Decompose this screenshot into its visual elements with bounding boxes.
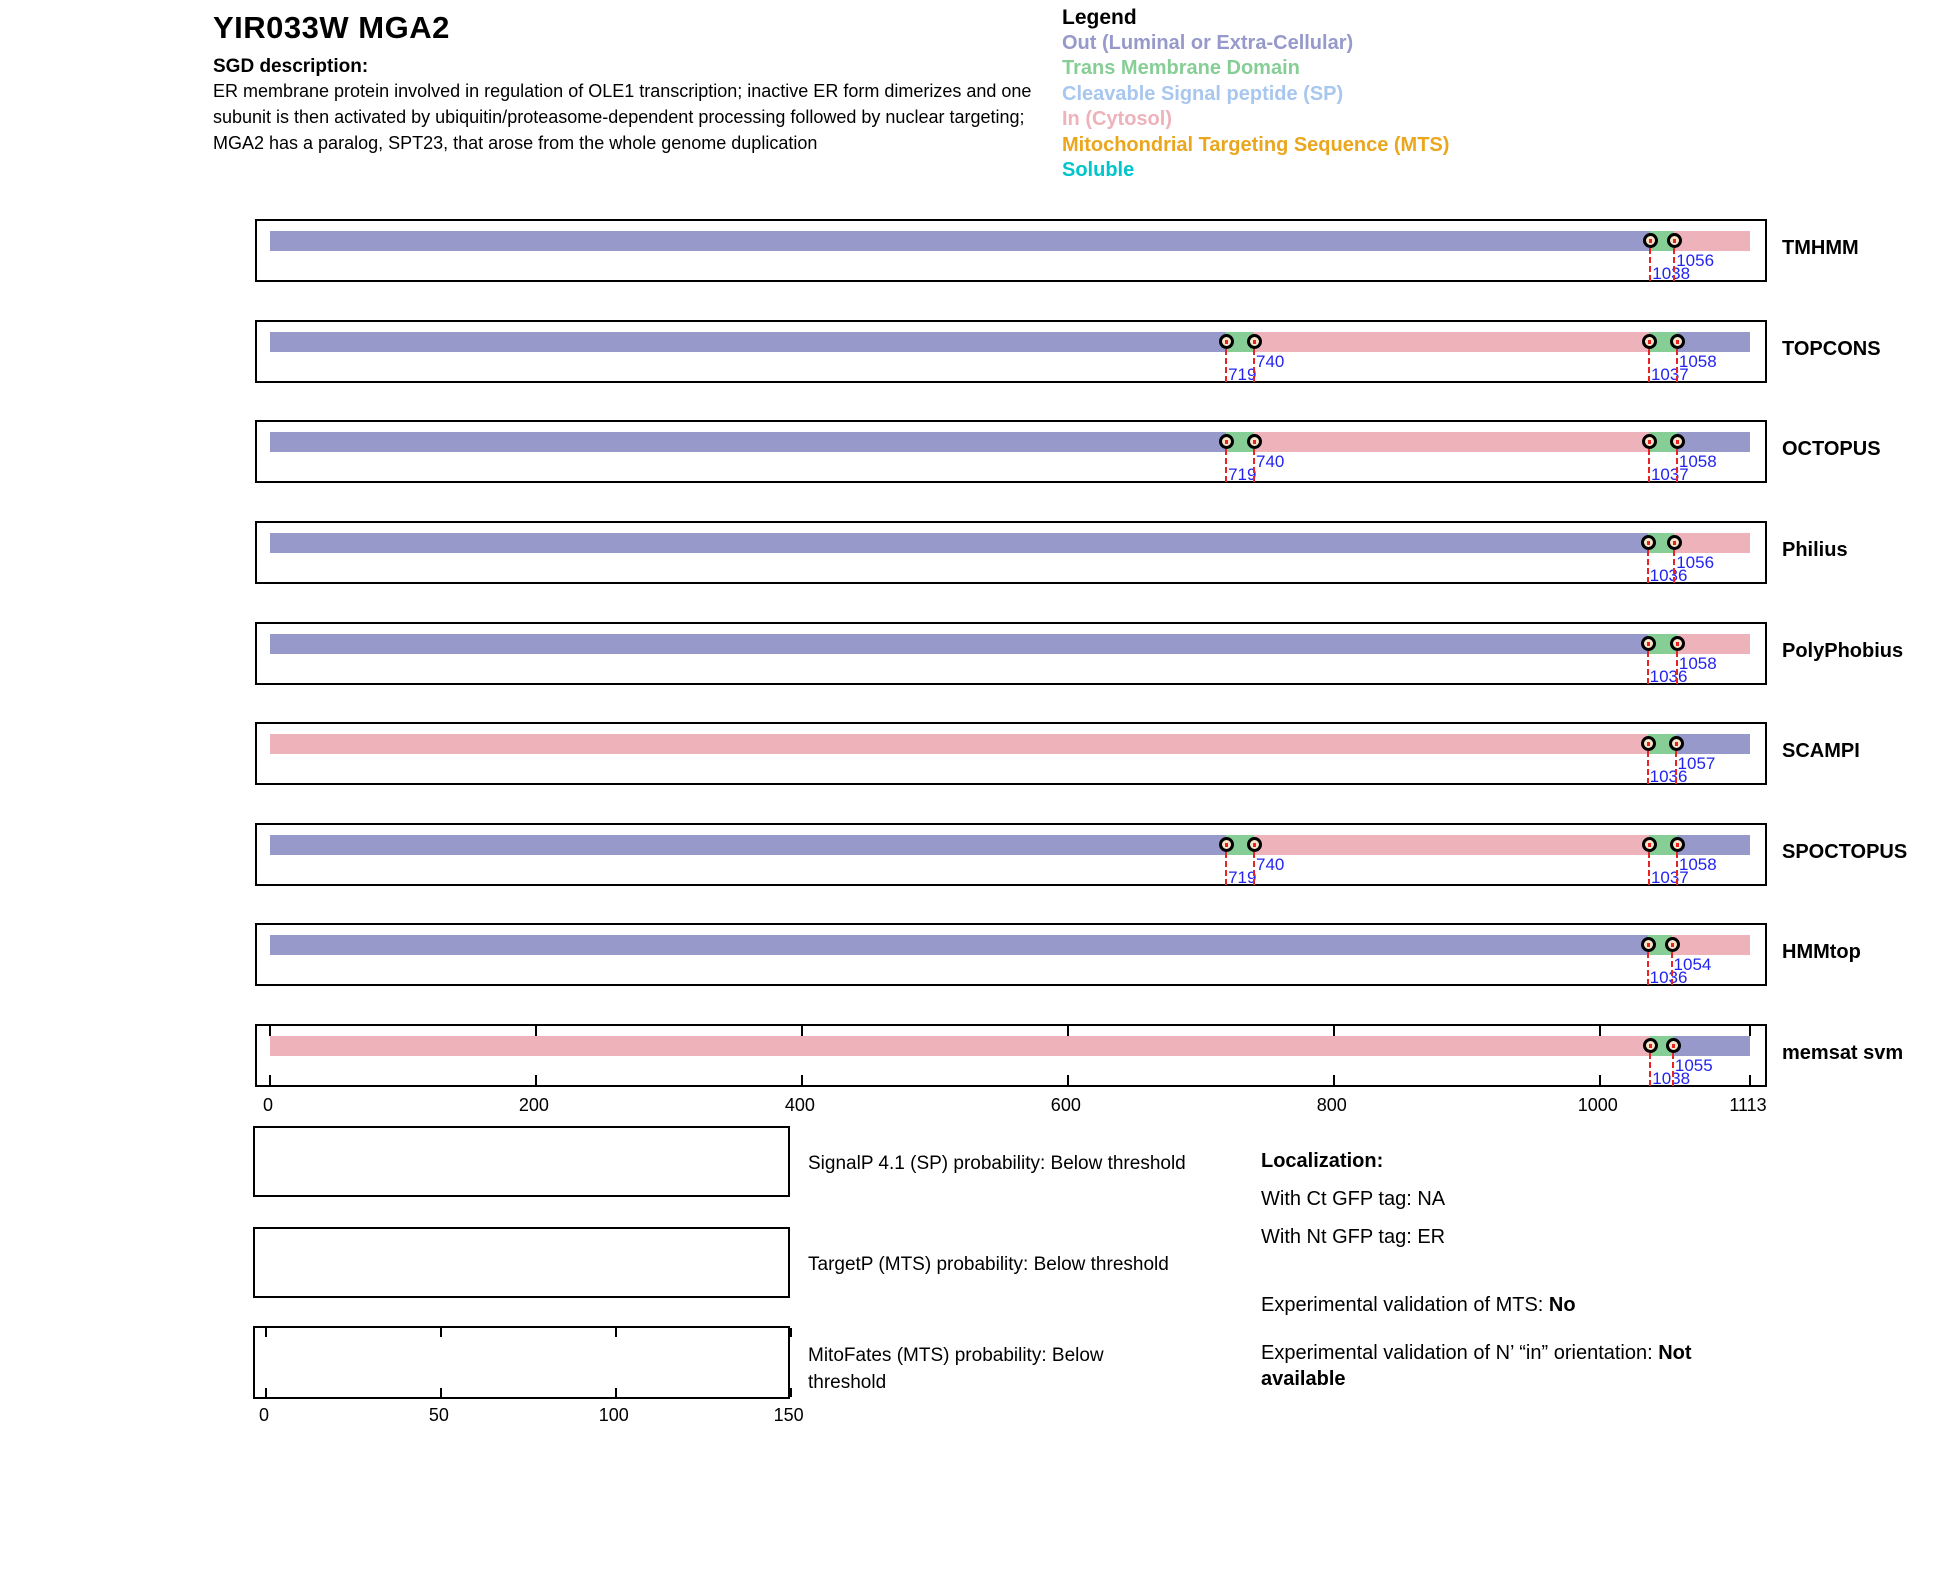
signalp-plot-box bbox=[253, 1126, 790, 1197]
track-scampi bbox=[255, 722, 1767, 785]
orientation-validation-value: Not available bbox=[1261, 1342, 1692, 1390]
boundary-guide-line bbox=[1648, 449, 1650, 482]
legend-item-sp: Cleavable Signal peptide (SP) bbox=[1062, 82, 1344, 105]
sgd-description-text: ER membrane protein involved in regulation of OLE1 transcription; inactive ER form dimerizes and one subunit is then activated by ubiquitin/proteasome-dependent processing followed by nuclear targeting; MGA2 has a paralog, SPT23, that arose from the whole genome duplication bbox=[213, 81, 1032, 153]
marker-red-dash bbox=[1647, 943, 1650, 947]
boundary-guide-line bbox=[1648, 852, 1650, 885]
mts-validation-value: No bbox=[1548, 1294, 1576, 1316]
segment-out bbox=[1677, 835, 1750, 855]
probability-plot-label: SignalP 4.1 (SP) probability: Below threshold bbox=[808, 1153, 1186, 1174]
tm-boundary-marker bbox=[1670, 434, 1685, 449]
boundary-guide-line bbox=[1672, 1053, 1674, 1086]
boundary-position-label: 1037 bbox=[1650, 365, 1689, 384]
boundary-guide-line bbox=[1647, 651, 1649, 684]
segment-in bbox=[1674, 231, 1750, 251]
boundary-position-label: 1058 bbox=[1678, 855, 1717, 874]
boundary-guide-line bbox=[1225, 349, 1227, 382]
track-name-label: SCAMPI bbox=[1782, 740, 1860, 762]
axis-tick-top bbox=[535, 1026, 537, 1036]
tm-boundary-marker bbox=[1641, 937, 1656, 952]
segment-out bbox=[1676, 734, 1750, 754]
legend-item-mts: Mitochondrial Targeting Sequence (MTS) bbox=[1062, 133, 1450, 156]
boundary-position-label: 1058 bbox=[1678, 654, 1717, 673]
boundary-guide-line bbox=[1676, 852, 1678, 885]
axis-tick-top bbox=[1067, 1026, 1069, 1036]
boundary-guide-line bbox=[1676, 651, 1678, 684]
tm-boundary-marker bbox=[1642, 837, 1657, 852]
legend-title: Legend bbox=[1062, 6, 1137, 29]
localization-panel bbox=[1261, 1148, 1761, 1392]
x-axis-tick-label: 1000 bbox=[1577, 1095, 1618, 1115]
nt-gfp-tag-line: With Nt GFP tag: ER bbox=[1261, 1226, 1446, 1248]
tm-boundary-marker bbox=[1219, 334, 1234, 349]
boundary-guide-line bbox=[1647, 550, 1649, 583]
probability-axis-tick-label: 0 bbox=[258, 1405, 270, 1425]
boundary-position-label: 1056 bbox=[1676, 251, 1715, 270]
tm-boundary-marker bbox=[1666, 1038, 1681, 1053]
boundary-position-label: 1058 bbox=[1678, 452, 1717, 471]
segment-in bbox=[270, 1036, 1650, 1056]
marker-red-dash bbox=[1676, 440, 1679, 444]
segment-in bbox=[1674, 533, 1750, 553]
tm-boundary-marker bbox=[1670, 636, 1685, 651]
axis-tick-top bbox=[790, 1328, 792, 1337]
axis-tick-bottom bbox=[265, 1388, 267, 1397]
axis-tick-bottom bbox=[269, 1075, 271, 1085]
x-axis-tick-label: 1113 bbox=[1729, 1095, 1767, 1115]
boundary-position-label: 719 bbox=[1228, 465, 1257, 484]
segment-out bbox=[270, 231, 1650, 251]
marker-red-dash bbox=[1673, 541, 1676, 545]
track-tmhmm bbox=[255, 219, 1767, 282]
tm-boundary-marker bbox=[1219, 837, 1234, 852]
axis-tick-top bbox=[265, 1328, 267, 1337]
legend-item-out: Out (Luminal or Extra-Cellular) bbox=[1062, 32, 1354, 54]
track-polyphobius bbox=[255, 622, 1767, 685]
marker-red-dash bbox=[1647, 541, 1650, 545]
boundary-position-label: 1054 bbox=[1673, 955, 1712, 974]
tm-boundary-marker bbox=[1669, 736, 1684, 751]
axis-tick-bottom bbox=[1333, 1075, 1335, 1085]
boundary-guide-line bbox=[1649, 248, 1651, 281]
axis-tick-bottom bbox=[1749, 1075, 1751, 1085]
boundary-position-label: 1037 bbox=[1650, 868, 1689, 887]
marker-red-dash bbox=[1676, 340, 1679, 344]
x-axis-tick-label: 800 bbox=[1316, 1095, 1347, 1115]
axis-tick-bottom bbox=[790, 1388, 792, 1397]
tm-boundary-marker bbox=[1219, 434, 1234, 449]
marker-red-dash bbox=[1672, 1044, 1675, 1048]
boundary-position-label: 1056 bbox=[1676, 553, 1715, 572]
tm-boundary-marker bbox=[1641, 736, 1656, 751]
marker-red-dash bbox=[1649, 1044, 1652, 1048]
boundary-position-label: 1057 bbox=[1677, 754, 1716, 773]
axis-tick-bottom bbox=[535, 1075, 537, 1085]
probability-axis-tick-label: 50 bbox=[428, 1405, 449, 1425]
marker-red-dash bbox=[1647, 742, 1650, 746]
marker-red-dash bbox=[1253, 440, 1256, 444]
track-octopus bbox=[255, 420, 1767, 483]
marker-red-dash bbox=[1225, 843, 1228, 847]
legend-item-soluble: Soluble bbox=[1062, 159, 1135, 182]
marker-red-dash bbox=[1648, 843, 1651, 847]
boundary-guide-line bbox=[1675, 751, 1677, 784]
boundary-position-label: 740 bbox=[1256, 855, 1285, 874]
marker-red-dash bbox=[1225, 340, 1228, 344]
legend-item-in: In (Cytosol) bbox=[1062, 108, 1172, 131]
tm-boundary-marker bbox=[1641, 636, 1656, 651]
legend bbox=[1062, 4, 1449, 183]
segment-out bbox=[270, 935, 1648, 955]
marker-red-dash bbox=[1673, 239, 1676, 243]
tm-boundary-marker bbox=[1247, 334, 1262, 349]
legend-item-tm: Trans Membrane Domain bbox=[1062, 57, 1300, 80]
segment-in bbox=[1677, 634, 1750, 654]
boundary-position-label: 1058 bbox=[1678, 352, 1717, 371]
tm-boundary-marker bbox=[1642, 434, 1657, 449]
orientation-validation-line bbox=[1261, 1340, 1761, 1392]
mitofates-plot-box bbox=[253, 1326, 790, 1399]
boundary-guide-line bbox=[1225, 449, 1227, 482]
segment-in bbox=[1254, 835, 1649, 855]
track-topcons bbox=[255, 320, 1767, 383]
boundary-position-label: 740 bbox=[1256, 452, 1285, 471]
segment-out bbox=[270, 835, 1226, 855]
x-axis-tick-label: 0 bbox=[262, 1095, 274, 1115]
tm-boundary-marker bbox=[1670, 334, 1685, 349]
probability-axis-tick-label: 150 bbox=[773, 1405, 804, 1425]
boundary-guide-line bbox=[1253, 449, 1255, 482]
axis-tick-top bbox=[615, 1328, 617, 1337]
track-name-label: TMHMM bbox=[1782, 237, 1859, 259]
probability-axis-tick-label: 100 bbox=[598, 1405, 629, 1425]
probability-plot-label: MitoFates (MTS) probability: Below threshold bbox=[808, 1345, 1104, 1393]
tm-boundary-marker bbox=[1247, 837, 1262, 852]
segment-out bbox=[1673, 1036, 1750, 1056]
boundary-guide-line bbox=[1676, 349, 1678, 382]
track-spoctopus bbox=[255, 823, 1767, 886]
segment-in bbox=[1254, 432, 1649, 452]
targetp-plot-box bbox=[253, 1227, 790, 1298]
segment-in bbox=[1672, 935, 1750, 955]
mts-validation-prefix: Experimental validation of MTS: bbox=[1261, 1294, 1549, 1316]
boundary-position-label: 719 bbox=[1228, 868, 1257, 887]
boundary-guide-line bbox=[1676, 449, 1678, 482]
boundary-guide-line bbox=[1671, 952, 1673, 985]
axis-tick-bottom bbox=[1067, 1075, 1069, 1085]
track-name-label: OCTOPUS bbox=[1782, 438, 1881, 460]
track-name-label: HMMtop bbox=[1782, 941, 1861, 963]
segment-in bbox=[1254, 332, 1649, 352]
track-name-label: TOPCONS bbox=[1782, 338, 1881, 360]
axis-tick-bottom bbox=[801, 1075, 803, 1085]
tm-boundary-marker bbox=[1247, 434, 1262, 449]
marker-red-dash bbox=[1648, 440, 1651, 444]
boundary-position-label: 719 bbox=[1228, 365, 1257, 384]
boundary-guide-line bbox=[1648, 349, 1650, 382]
axis-tick-bottom bbox=[1599, 1075, 1601, 1085]
axis-tick-top bbox=[269, 1026, 271, 1036]
segment-out bbox=[270, 533, 1648, 553]
boundary-position-label: 1038 bbox=[1652, 1069, 1691, 1088]
axis-tick-top bbox=[1749, 1026, 1751, 1036]
marker-red-dash bbox=[1647, 642, 1650, 646]
segment-out bbox=[1677, 432, 1750, 452]
tm-boundary-marker bbox=[1665, 937, 1680, 952]
boundary-guide-line bbox=[1673, 248, 1675, 281]
x-axis-tick-label: 400 bbox=[784, 1095, 815, 1115]
axis-tick-top bbox=[440, 1328, 442, 1337]
axis-tick-top bbox=[1599, 1026, 1601, 1036]
segment-out bbox=[270, 634, 1648, 654]
x-axis-tick-label: 200 bbox=[518, 1095, 549, 1115]
page-title: YIR033W MGA2 bbox=[213, 10, 450, 45]
probability-plot-label: TargetP (MTS) probability: Below threshold bbox=[808, 1254, 1169, 1275]
sgd-description-label: SGD description: bbox=[213, 56, 369, 77]
segment-in bbox=[270, 734, 1648, 754]
boundary-guide-line bbox=[1225, 852, 1227, 885]
boundary-position-label: 1036 bbox=[1649, 667, 1688, 686]
track-philius bbox=[255, 521, 1767, 584]
tm-boundary-marker bbox=[1642, 334, 1657, 349]
marker-red-dash bbox=[1253, 340, 1256, 344]
axis-tick-top bbox=[801, 1026, 803, 1036]
boundary-position-label: 1036 bbox=[1649, 767, 1688, 786]
orientation-validation-prefix: Experimental validation of N’ “in” orientation: bbox=[1261, 1342, 1659, 1364]
marker-red-dash bbox=[1676, 642, 1679, 646]
track-name-label: SPOCTOPUS bbox=[1782, 841, 1908, 863]
legend-items bbox=[1062, 31, 1449, 183]
x-axis-tick-label: 600 bbox=[1050, 1095, 1081, 1115]
boundary-guide-line bbox=[1253, 349, 1255, 382]
track-name-label: Philius bbox=[1782, 539, 1848, 561]
boundary-guide-line bbox=[1253, 852, 1255, 885]
track-hmmtop bbox=[255, 923, 1767, 986]
marker-red-dash bbox=[1649, 239, 1652, 243]
boundary-guide-line bbox=[1673, 550, 1675, 583]
axis-tick-bottom bbox=[615, 1388, 617, 1397]
tm-boundary-marker bbox=[1641, 535, 1656, 550]
marker-red-dash bbox=[1671, 943, 1674, 947]
mts-validation-line bbox=[1261, 1292, 1761, 1318]
track-name-label: memsat svm bbox=[1782, 1042, 1904, 1064]
track-name-label: PolyPhobius bbox=[1782, 640, 1904, 662]
boundary-guide-line bbox=[1649, 1053, 1651, 1086]
ct-gfp-tag-line: With Ct GFP tag: NA bbox=[1261, 1188, 1446, 1210]
axis-tick-top bbox=[1333, 1026, 1335, 1036]
boundary-guide-line bbox=[1647, 751, 1649, 784]
marker-red-dash bbox=[1648, 340, 1651, 344]
axis-tick-bottom bbox=[440, 1388, 442, 1397]
boundary-position-label: 1038 bbox=[1652, 264, 1691, 283]
boundary-guide-line bbox=[1647, 952, 1649, 985]
marker-red-dash bbox=[1225, 440, 1228, 444]
boundary-position-label: 740 bbox=[1256, 352, 1285, 371]
tm-boundary-marker bbox=[1670, 837, 1685, 852]
marker-red-dash bbox=[1253, 843, 1256, 847]
segment-out bbox=[270, 332, 1226, 352]
boundary-position-label: 1055 bbox=[1674, 1056, 1713, 1075]
segment-out bbox=[1677, 332, 1750, 352]
boundary-position-label: 1036 bbox=[1649, 566, 1688, 585]
marker-red-dash bbox=[1676, 843, 1679, 847]
track-memsat-svm bbox=[255, 1024, 1767, 1087]
localization-heading: Localization: bbox=[1261, 1150, 1384, 1172]
marker-red-dash bbox=[1675, 742, 1678, 746]
segment-out bbox=[270, 432, 1226, 452]
boundary-position-label: 1036 bbox=[1649, 968, 1688, 987]
boundary-position-label: 1037 bbox=[1650, 465, 1689, 484]
